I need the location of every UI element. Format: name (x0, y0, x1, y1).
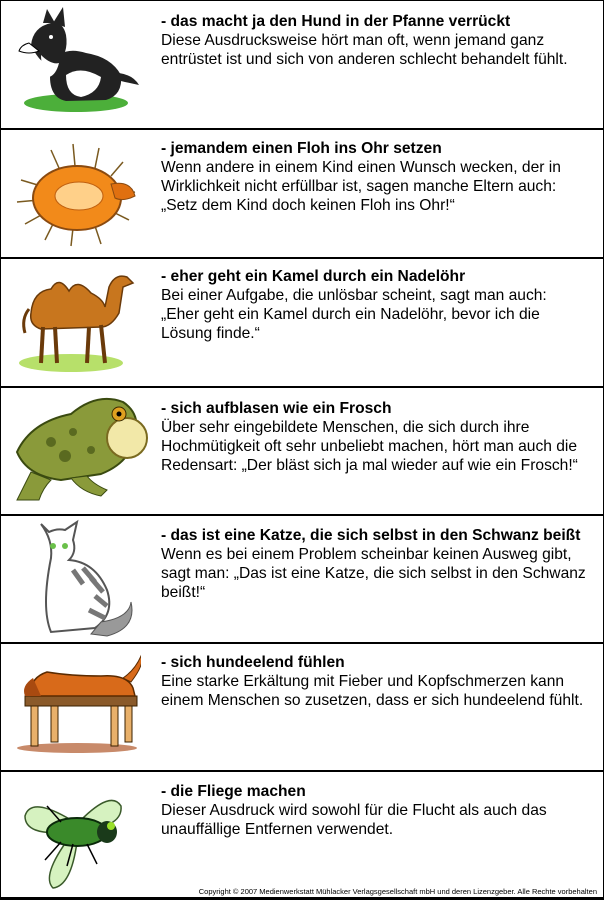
copyright-footer: Copyright © 2007 Medienwerkstatt Mühlacker Verlagsgesellschaft mbH und deren Lizenzgeber. Alle Rechte vorbehalten (198, 887, 597, 896)
entry-title: - eher geht ein Kamel durch ein Nadelöhr (161, 268, 466, 285)
entry-text: Eine starke Erkältung mit Fieber und Kopfschmerzen kann einem Menschen so zusetzen, dass er sich hundeelend fühlt. (161, 673, 584, 709)
cat-icon (11, 518, 141, 640)
entry-row (1, 772, 603, 899)
dog-icon (11, 5, 141, 117)
entry-text: Über sehr eingebildete Menschen, die sich durch ihre Hochmütigkeit oft sehr unbeliebt machen, hört man auch die Redensart: „Der bläst sich ja mal wieder auf wie ein Frosch!“ (161, 419, 578, 474)
sick-dog-icon (11, 652, 141, 760)
entry-text: Diese Ausdrucksweise hört man oft, wenn jemand ganz entrüstet ist und sich von anderen schlecht behandelt fühlt. (161, 32, 568, 68)
entry-text: Wenn andere in einem Kind einen Wunsch wecken, der in Wirklichkeit nicht erfüllbar ist, sagen manche Eltern auch: „Setz dem Kind doch keinen Floh ins Ohr!“ (161, 159, 561, 214)
frog-icon (11, 392, 151, 510)
entry-title: - das macht ja den Hund in der Pfanne verrückt (161, 13, 511, 30)
entry-title: - die Fliege machen (161, 783, 306, 800)
entry-row (1, 259, 603, 388)
entry-title: - jemandem einen Floh ins Ohr setzen (161, 140, 442, 157)
entry-text: Wenn es bei einem Problem scheinbar keinen Ausweg gibt, sagt man: „Das ist eine Katze, die sich selbst in den Schwanz beißt!“ (161, 546, 586, 601)
entry-row (1, 1, 603, 130)
camel-icon (11, 263, 141, 375)
entry-title: - das ist eine Katze, die sich selbst in den Schwanz beißt (161, 527, 581, 544)
entry-row (1, 388, 603, 516)
entry-text: Bei einer Aufgabe, die unlösbar scheint, sagt man auch: „Eher geht ein Kamel durch ein Nadelöhr, bevor ich die Lösung finde.“ (161, 287, 547, 342)
fly-icon (11, 776, 141, 894)
entry-row (1, 516, 603, 644)
entry-text: Dieser Ausdruck wird sowohl für die Flucht als auch das unauffällige Entfernen verwendet. (161, 802, 547, 838)
entry-row (1, 130, 603, 259)
flea-icon (11, 140, 141, 250)
entry-title: - sich hundeelend fühlen (161, 654, 345, 671)
entry-title: - sich aufblasen wie ein Frosch (161, 400, 392, 417)
entry-row (1, 644, 603, 772)
